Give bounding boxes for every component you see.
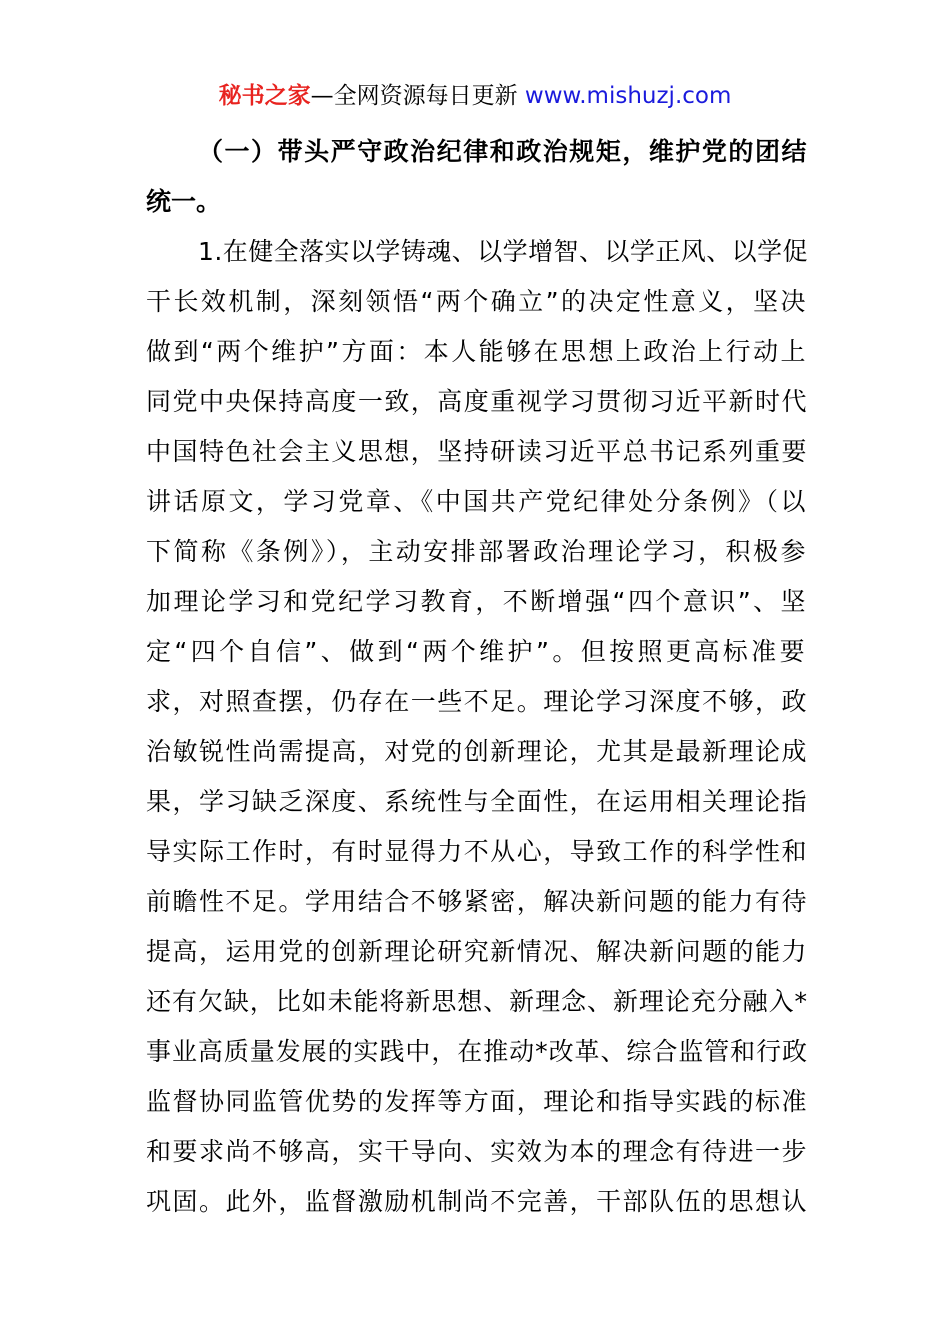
paragraph-line: 定“四个自信”、做到“两个维护”。但按照更高标准要 — [146, 637, 808, 666]
heading-line: 统一。 — [146, 187, 222, 216]
heading-line: （一）带头严守政治纪律和政治规矩，维护党的团结 — [198, 137, 808, 166]
site-brand-name: 秘书之家 — [218, 83, 311, 109]
section-heading — [146, 127, 808, 227]
paragraph-line: 前瞻性不足。学用结合不够紧密，解决新问题的能力有待 — [146, 887, 808, 916]
paragraph-line: 讲话原文，学习党章、《中国共产党纪律处分条例》（以 — [146, 487, 808, 516]
paragraph-line: 治敏锐性尚需提高，对党的创新理论，尤其是最新理论成 — [146, 737, 808, 766]
paragraph-line: 1.在健全落实以学铸魂、以学增智、以学正风、以学促 — [198, 237, 808, 266]
site-url-link[interactable]: www.mishuzj.com — [524, 83, 732, 109]
document-body — [146, 127, 808, 1227]
paragraph-line: 提高，运用党的创新理论研究新情况、解决新问题的能力 — [146, 937, 808, 966]
site-tagline: —全网资源每日更新 — [310, 83, 525, 109]
paragraph-line: 果，学习缺乏深度、系统性与全面性，在运用相关理论指 — [146, 787, 808, 816]
paragraph-line: 事业高质量发展的实践中，在推动*改革、综合监管和行政 — [146, 1037, 808, 1066]
paragraph-line: 中国特色社会主义思想，坚持研读习近平总书记系列重要 — [146, 437, 808, 466]
paragraph-line: 求，对照查摆，仍存在一些不足。理论学习深度不够，政 — [146, 687, 808, 716]
paragraph-line: 做到“两个维护”方面：本人能够在思想上政治上行动上 — [146, 337, 808, 366]
paragraph-line: 监督协同监管优势的发挥等方面，理论和指导实践的标准 — [146, 1087, 808, 1116]
paragraph-line: 加理论学习和党纪学习教育，不断增强“四个意识”、坚 — [146, 587, 808, 616]
paragraph-line: 干长效机制，深刻领悟“两个确立”的决定性意义，坚决 — [146, 287, 808, 316]
paragraph-line: 导实际工作时，有时显得力不从心，导致工作的科学性和 — [146, 837, 808, 866]
paragraph-line: 和要求尚不够高，实干导向、实效为本的理念有待进一步 — [146, 1137, 808, 1166]
paragraph-line: 还有欠缺，比如未能将新思想、新理念、新理论充分融入* — [146, 987, 808, 1016]
paragraph-line: 同党中央保持高度一致，高度重视学习贯彻习近平新时代 — [146, 387, 808, 416]
paragraph-line: 下简称《条例》），主动安排部署政治理论学习，积极参 — [146, 537, 808, 566]
paragraph-line: 巩固。此外，监督激励机制尚不完善，干部队伍的思想认 — [146, 1187, 808, 1216]
site-watermark-header — [0, 78, 950, 114]
body-paragraph — [146, 227, 808, 1227]
